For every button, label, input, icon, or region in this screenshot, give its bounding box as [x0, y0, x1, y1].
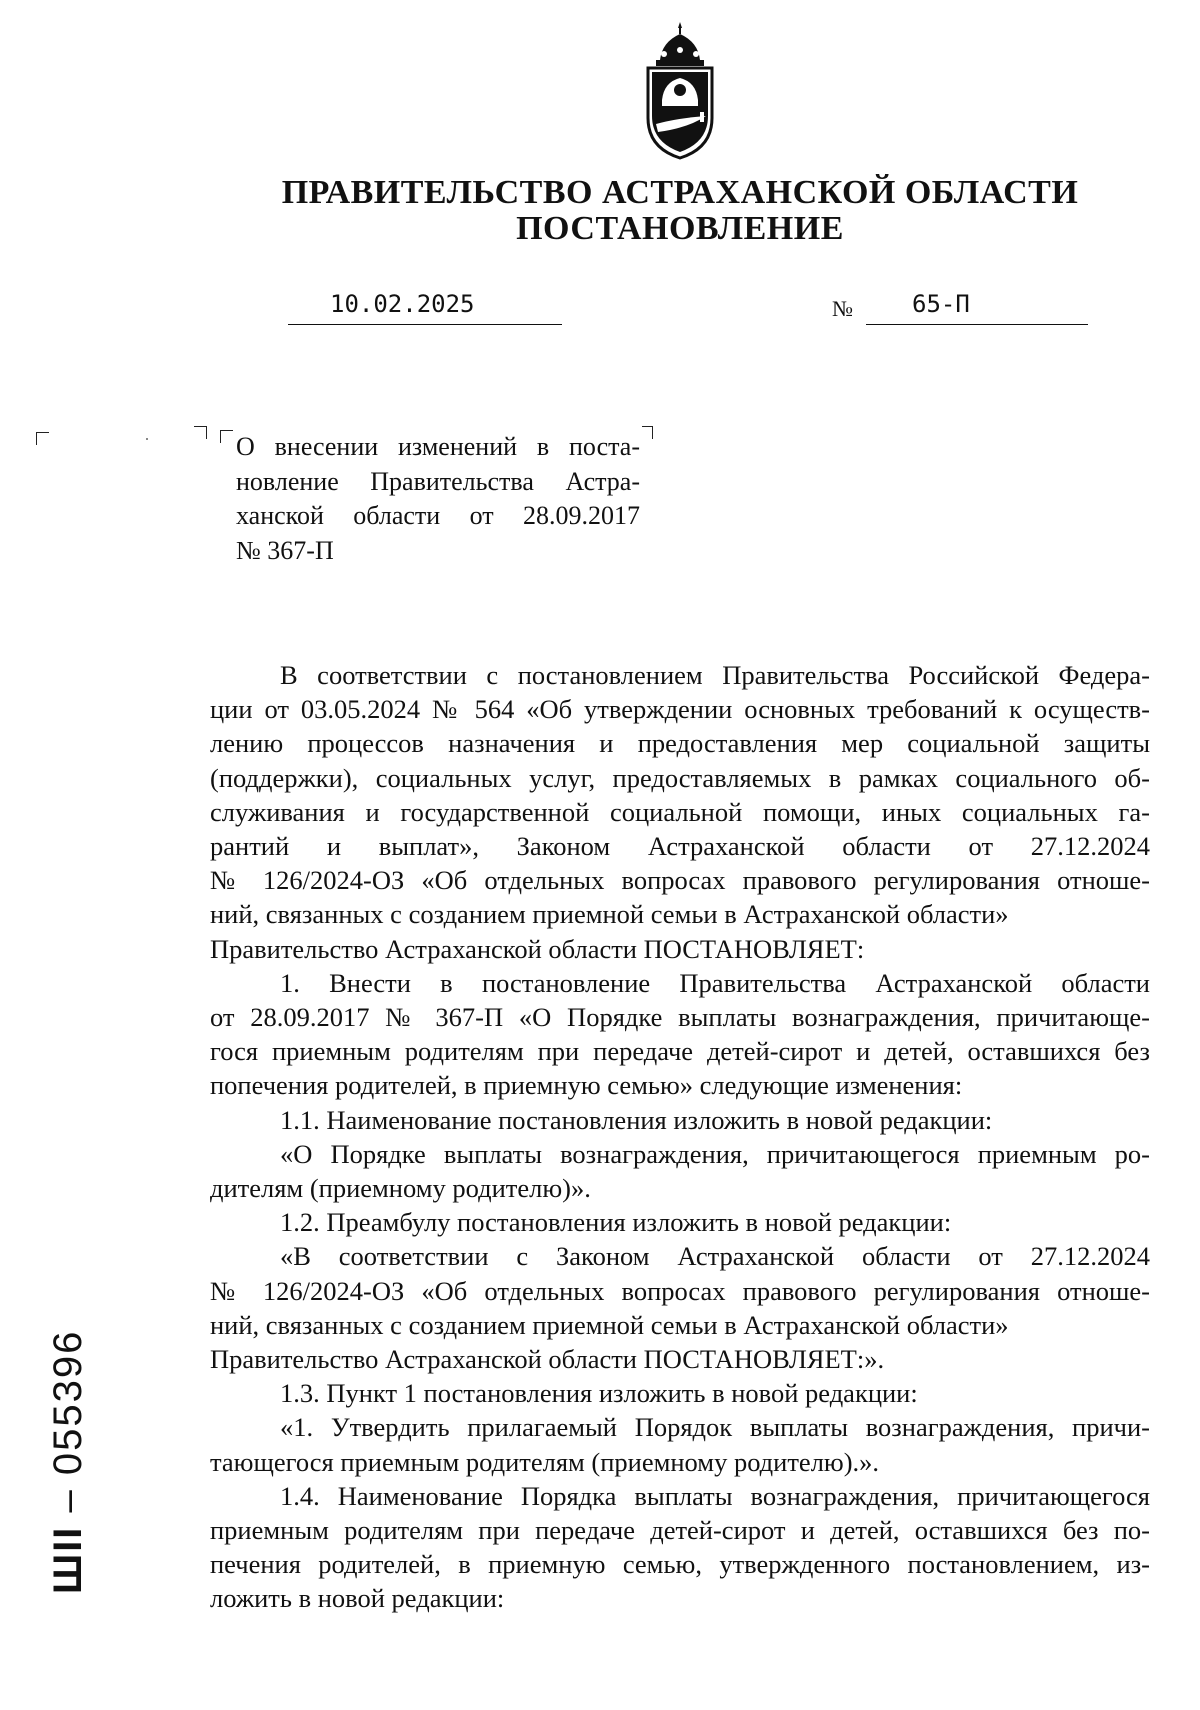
body-line: рантий и выплат», Законом Астраханской области от 27.12.2024 — [210, 831, 1150, 862]
corner-mark — [642, 426, 653, 439]
body-line: «О Порядке выплаты вознаграждения, причитающегося приемным ро- — [280, 1138, 1150, 1169]
body-line: 1.3. Пункт 1 постановления изложить в новой редакции: — [280, 1378, 918, 1409]
body-line: «1. Утвердить прилагаемый Порядок выплаты вознаграждения, причи- — [280, 1412, 1150, 1443]
subject-line: ханской области от 28.09.2017 — [236, 501, 640, 530]
body-line: тающегося приемным родителям (приемному родителю).». — [210, 1446, 880, 1477]
number-sign: № — [832, 296, 853, 321]
organization-title: ПРАВИТЕЛЬСТВО АСТРАХАНСКОЙ ОБЛАСТИ — [281, 174, 1079, 211]
scan-dot — [146, 438, 148, 440]
number-underline — [866, 294, 1088, 325]
body-line: № 126/2024-ОЗ «Об отдельных вопросах правового регулирования отноше- — [210, 1275, 1150, 1306]
body-line: лению процессов назначения и предоставления мер социальной защиты — [210, 728, 1150, 759]
subject-line: № 367-П — [236, 535, 334, 565]
body-line: (поддержки), социальных услуг, предоставляемых в рамках социального об- — [210, 762, 1150, 793]
document-body — [210, 658, 1150, 1616]
body-line: № 126/2024-ОЗ «Об отдельных вопросах правового регулирования отноше- — [210, 865, 1150, 896]
body-line: 1.4. Наименование Порядка выплаты вознаграждения, причитающегося — [280, 1480, 1150, 1511]
subject-line: О внесении изменений в поста- — [236, 432, 640, 461]
coat-of-arms-emblem — [638, 20, 722, 160]
body-line: ний, связанных с созданием приемной семьи в Астраханской области» — [210, 1309, 1009, 1340]
corner-mark — [194, 426, 207, 439]
body-line: попечения родителей, в приемную семью» следующие изменения: — [210, 1070, 963, 1101]
body-line: от 28.09.2017 № 367-П «О Порядке выплаты вознаграждения, причитающе- — [210, 1002, 1150, 1033]
subject-line: новление Правительства Астра- — [236, 466, 640, 496]
serial-separator: – — [46, 1488, 90, 1513]
document-date: 10.02.2025 — [330, 290, 475, 318]
body-line: 1. Внести в постановление Правительства Астраханской области — [280, 967, 1150, 998]
body-line: ний, связанных с созданием приемной семьи в Астраханской области» — [210, 899, 1009, 930]
body-line: 1.1. Наименование постановления изложить в новой редакции: — [280, 1104, 993, 1135]
serial-stamp — [46, 1330, 91, 1594]
corner-mark — [36, 432, 49, 445]
corner-mark — [220, 430, 233, 443]
document-number: 65-П — [912, 290, 970, 318]
serial-prefix: ШII — [46, 1525, 90, 1594]
body-line: Правительство Астраханской области ПОСТАНОВЛЯЕТ: — [210, 933, 865, 964]
body-line: приемным родителям при передаче детей-сирот и детей, оставшихся без по- — [210, 1515, 1150, 1546]
body-line: «В соответствии с Законом Астраханской области от 27.12.2024 — [280, 1241, 1150, 1272]
body-line: дителям (приемному родителю)». — [210, 1173, 591, 1204]
body-line: Правительство Астраханской области ПОСТАНОВЛЯЕТ:». — [210, 1344, 885, 1375]
body-line: В соответствии с постановлением Правительства Российской Федера- — [280, 660, 1150, 690]
body-line: печения родителей, в приемную семью, утвержденного постановлением, из- — [210, 1549, 1150, 1580]
document-type-title: ПОСТАНОВЛЕНИЕ — [516, 210, 844, 247]
serial-number: 055396 — [46, 1329, 90, 1476]
body-line: ложить в новой редакции: — [210, 1583, 505, 1614]
document-subject — [236, 430, 640, 568]
body-line: гося приемным родителям при передаче детей-сирот и детей, оставшихся без — [210, 1036, 1150, 1067]
body-line: ции от 03.05.2024 № 564 «Об утверждении основных требований к осуществ- — [210, 694, 1150, 725]
body-line: служивания и государственной социальной помощи, иных социальных га- — [210, 796, 1150, 827]
body-line: 1.2. Преамбулу постановления изложить в новой редакции: — [280, 1207, 952, 1238]
